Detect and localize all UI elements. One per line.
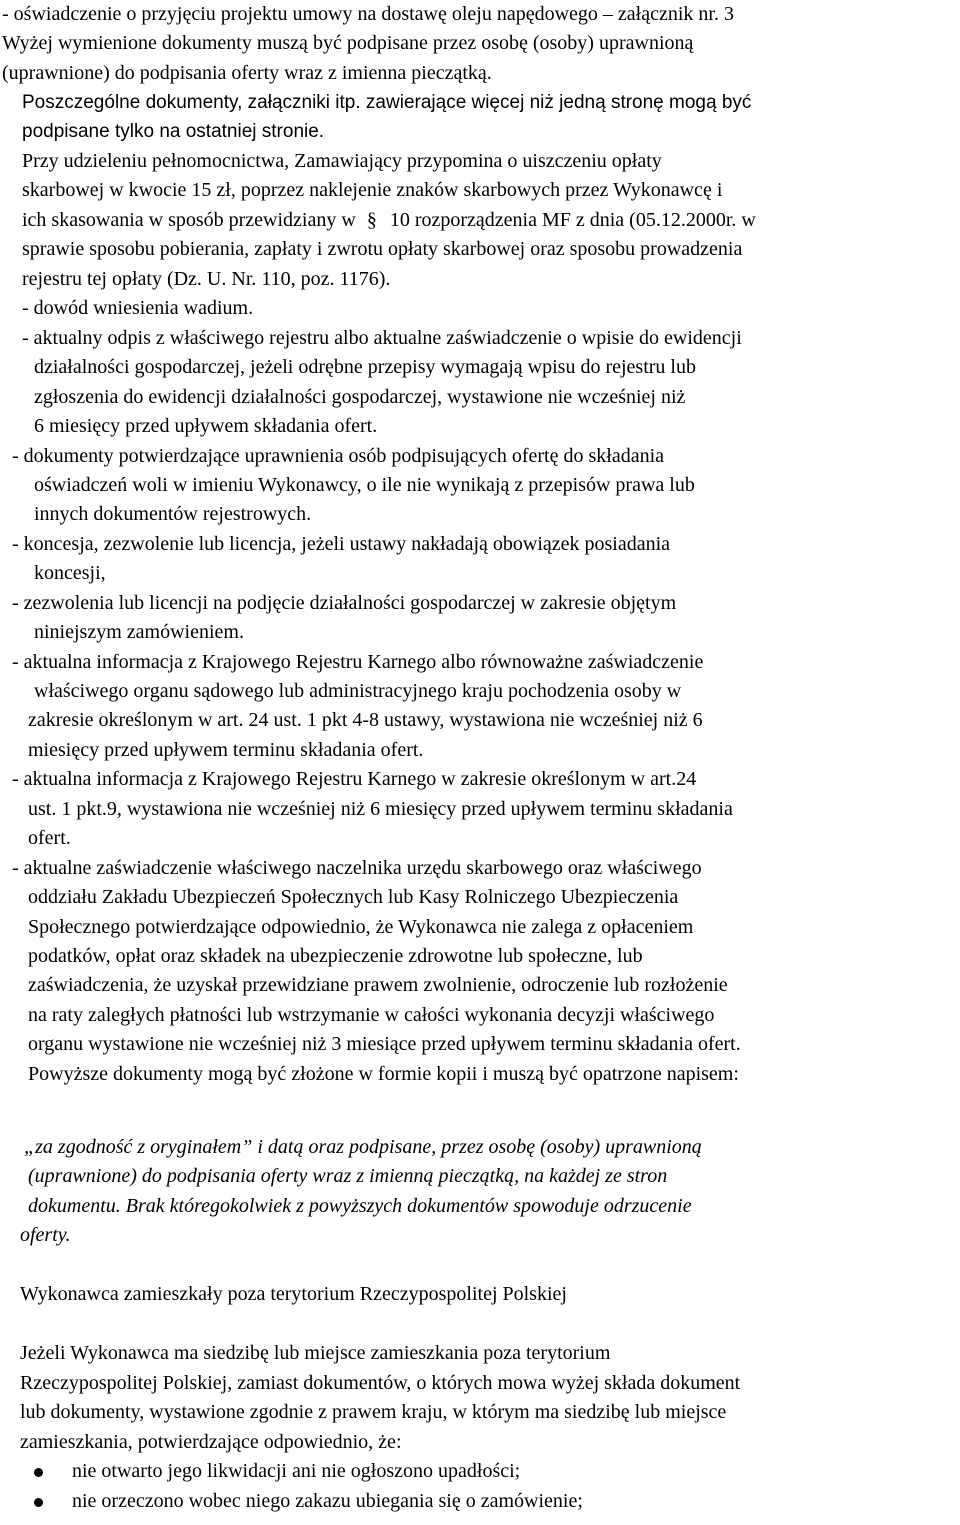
list-item-continuation: oświadczeń woli w imieniu Wykonawcy, o ile nie wynikają z przepisów prawa lub <box>34 474 695 496</box>
section-sign-icon: § <box>366 209 377 231</box>
text-line: Przy udzieleniu pełnomocnictwa, Zamawiający przypomina o uiszczeniu opłaty <box>22 150 662 172</box>
text-line: Poszczególne dokumenty, załączniki itp. zawierające więcej niż jedną stronę mogą być <box>22 92 752 113</box>
list-item: - aktualny odpis z właściwego rejestru albo aktualne zaświadczenie o wpisie do ewidencji <box>22 327 742 349</box>
bullet-icon <box>34 1498 43 1507</box>
text-line: lub dokumenty, wystawione zgodnie z prawem kraju, w którym ma siedzibę lub miejsce <box>20 1401 727 1423</box>
list-item-continuation: miesięcy przed upływem terminu składania ofert. <box>28 739 424 761</box>
list-item-continuation: właściwego organu sądowego lub administracyjnego kraju pochodzenia osoby w <box>34 680 682 702</box>
text-line: sprawie sposobu pobierania, zapłaty i zwrotu opłaty skarbowej oraz sposobu prowadzenia <box>22 238 743 260</box>
text-segment: 10 rozporządzenia MF z dnia (05.12.2000r. w <box>389 209 756 231</box>
text-line: zamieszkania, potwierdzające odpowiednio, że: <box>20 1431 402 1453</box>
bullet-item: nie otwarto jego likwidacji ani nie ogłoszono upadłości; <box>72 1460 521 1482</box>
italic-note-line: oferty. <box>20 1224 71 1246</box>
list-item-continuation: ust. 1 pkt.9, wystawiona nie wcześniej niż 6 miesięcy przed upływem terminu składania <box>28 798 733 820</box>
list-item-continuation: innych dokumentów rejestrowych. <box>34 503 312 525</box>
list-item-continuation: oddziału Zakładu Ubezpieczeń Społecznych lub Kasy Rolniczego Ubezpieczenia <box>28 886 679 908</box>
text-line: Wyżej wymienione dokumenty muszą być podpisane przez osobę (osoby) uprawnioną <box>2 32 694 54</box>
bullet-item: nie orzeczono wobec niego zakazu ubiegania się o zamówienie; <box>72 1490 583 1512</box>
text-line: skarbowej w kwocie 15 zł, poprzez naklejenie znaków skarbowych przez Wykonawcę i <box>22 179 723 201</box>
text-line: - dowód wniesienia wadium. <box>22 297 254 319</box>
text-line: rejestru tej opłaty (Dz. U. Nr. 110, poz. 1176). <box>22 268 391 290</box>
text-line: (uprawnione) do podpisania oferty wraz z imienna pieczątką. <box>2 62 492 84</box>
list-item-continuation: Społecznego potwierdzające odpowiednio, że Wykonawca nie zalega z opłaceniem <box>28 916 694 938</box>
list-item: - aktualna informacja z Krajowego Rejestru Karnego w zakresie określonym w art.24 <box>12 768 697 790</box>
list-item: - koncesja, zezwolenie lub licencja, jeżeli ustawy nakładają obowiązek posiadania <box>12 533 671 555</box>
bullet-icon <box>34 1468 43 1477</box>
list-item: - aktualne zaświadczenie właściwego naczelnika urzędu skarbowego oraz właściwego <box>12 857 702 879</box>
text-segment: ich skasowania w sposób przewidziany w <box>22 209 356 231</box>
list-item: - aktualna informacja z Krajowego Rejestru Karnego albo równoważne zaświadczenie <box>12 651 704 673</box>
text-line: podpisane tylko na ostatniej stronie. <box>22 121 325 142</box>
italic-note-line: dokumentu. Brak któregokolwiek z powyższych dokumentów spowoduje odrzucenie <box>28 1195 692 1217</box>
list-item-continuation: niniejszym zamówieniem. <box>34 621 244 643</box>
text-line: - oświadczenie o przyjęciu projektu umowy na dostawę oleju napędowego – załącznik nr. 3 <box>2 3 734 25</box>
section-heading: Wykonawca zamieszkały poza terytorium Rzeczypospolitej Polskiej <box>20 1283 567 1305</box>
list-item-continuation: Powyższe dokumenty mogą być złożone w formie kopii i muszą być opatrzone napisem: <box>28 1063 739 1085</box>
list-item-continuation: zaświadczenia, że uzyskał przewidziane prawem zwolnienie, odroczenie lub rozłożenie <box>28 974 728 996</box>
text-line: Rzeczypospolitej Polskiej, zamiast dokumentów, o których mowa wyżej składa dokument <box>20 1372 741 1394</box>
list-item: - dokumenty potwierdzające uprawnienia osób podpisujących ofertę do składania <box>12 445 665 467</box>
text-line: Jeżeli Wykonawca ma siedzibę lub miejsce zamieszkania poza terytorium <box>20 1342 611 1364</box>
list-item: - zezwolenia lub licencji na podjęcie działalności gospodarczej w zakresie objętym <box>12 592 677 614</box>
list-item-continuation: zakresie określonym w art. 24 ust. 1 pkt 4-8 ustawy, wystawiona nie wcześniej niż 6 <box>28 709 703 731</box>
list-item-continuation: na raty zaległych płatności lub wstrzymanie w całości wykonania decyzji właściwego <box>28 1004 715 1026</box>
list-item-continuation: zgłoszenia do ewidencji działalności gospodarczej, wystawione nie wcześniej niż <box>34 386 686 408</box>
list-item-continuation: podatków, opłat oraz składek na ubezpieczenie zdrowotne lub społeczne, lub <box>28 945 643 967</box>
italic-note-line: „za zgodność z oryginałem” i datą oraz podpisane, przez osobę (osoby) uprawnioną <box>24 1136 702 1158</box>
list-item-continuation: koncesji, <box>34 562 106 584</box>
list-item-continuation: ofert. <box>28 827 71 849</box>
list-item-continuation: działalności gospodarczej, jeżeli odrębne przepisy wymagają wpisu do rejestru lub <box>34 356 696 378</box>
italic-note-line: (uprawnione) do podpisania oferty wraz z imienną pieczątką, na każdej ze stron <box>28 1165 668 1187</box>
text-line <box>22 206 756 236</box>
list-item-continuation: 6 miesięcy przed upływem składania ofert. <box>34 415 378 437</box>
list-item-continuation: organu wystawione nie wcześniej niż 3 miesiące przed upływem terminu składania ofert. <box>28 1033 741 1055</box>
